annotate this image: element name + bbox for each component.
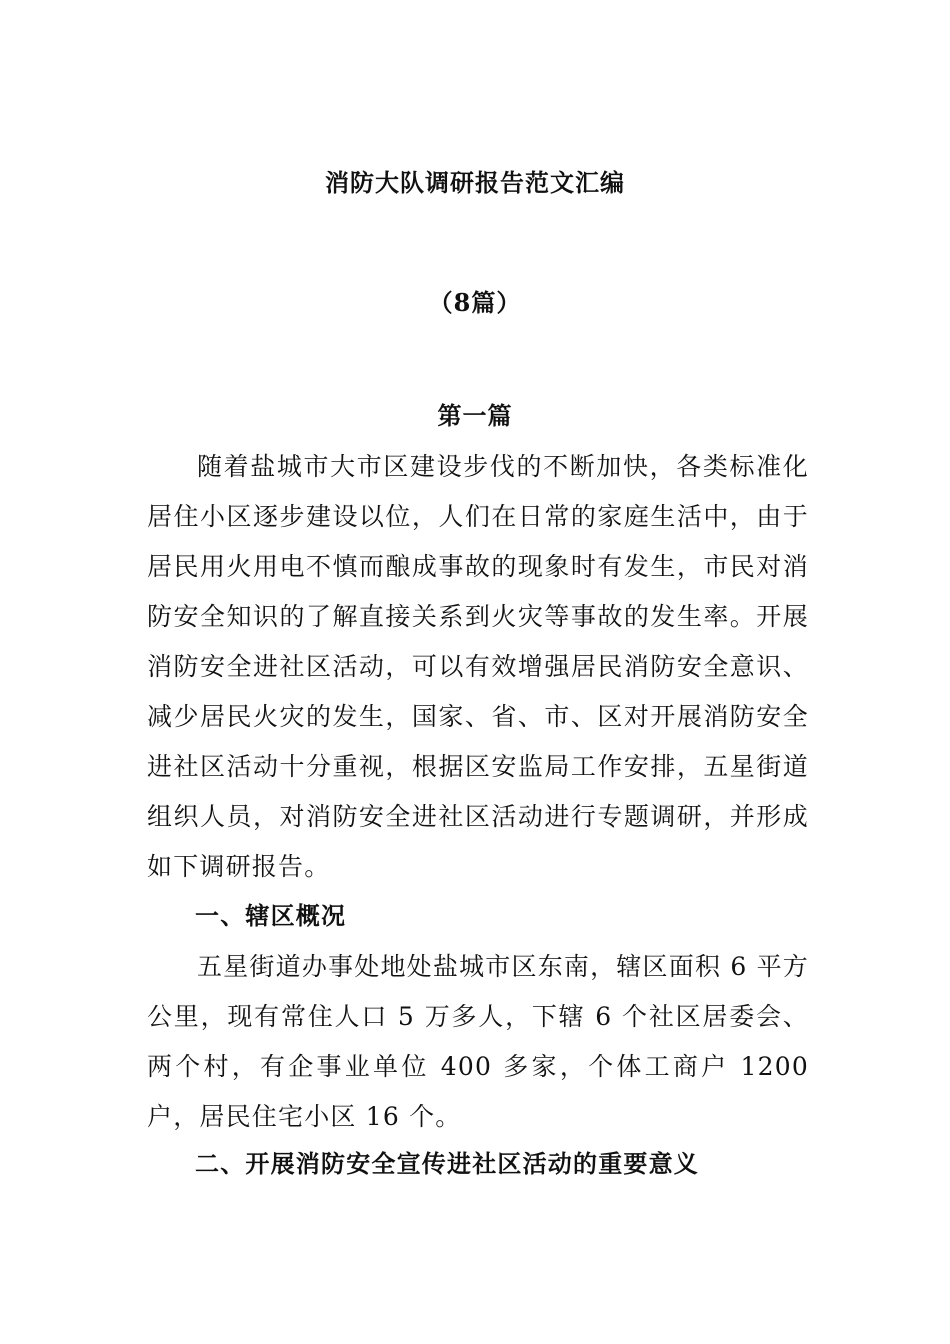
heading-block-1 bbox=[147, 891, 809, 941]
intro-paragraph: 随着盐城市大市区建设步伐的不断加快，各类标准化居住小区逐步建设以位，人们在日常的家庭生活中，由于居民用火用电不慎而酿成事故的现象时有发生，市民对消防安全知识的了解直接关系到火灾等事故的发生率。开展消防安全进社区活动，可以有效增强居民消防安全意识、减少居民火灾的发生，国家、省、市、区对开展消防安全进社区活动十分重视，根据区安监局工作安排，五星街道组织人员，对消防安全进社区活动进行专题调研，并形成如下调研报告。 bbox=[147, 452, 809, 881]
overview-block bbox=[147, 942, 809, 1142]
document-title: 消防大队调研报告范文汇编 bbox=[325, 168, 625, 197]
overview-paragraph: 五星街道办事处地处盐城市区东南，辖区面积 6 平方公里，现有常住人口 5 万多人，下辖 6 个社区居委会、两个村，有企事业单位 400 多家，个体工商户 1200 户，居民住宅小区 16 个。 bbox=[147, 952, 809, 1131]
section-title: 第一篇 bbox=[437, 401, 513, 430]
section-heading-overview: 一、辖区概况 bbox=[195, 901, 347, 930]
section-heading-significance: 二、开展消防安全宣传进社区活动的重要意义 bbox=[195, 1149, 699, 1178]
intro-block bbox=[147, 442, 809, 892]
heading-block-2 bbox=[147, 1139, 809, 1189]
article-count: （8篇） bbox=[428, 288, 522, 317]
